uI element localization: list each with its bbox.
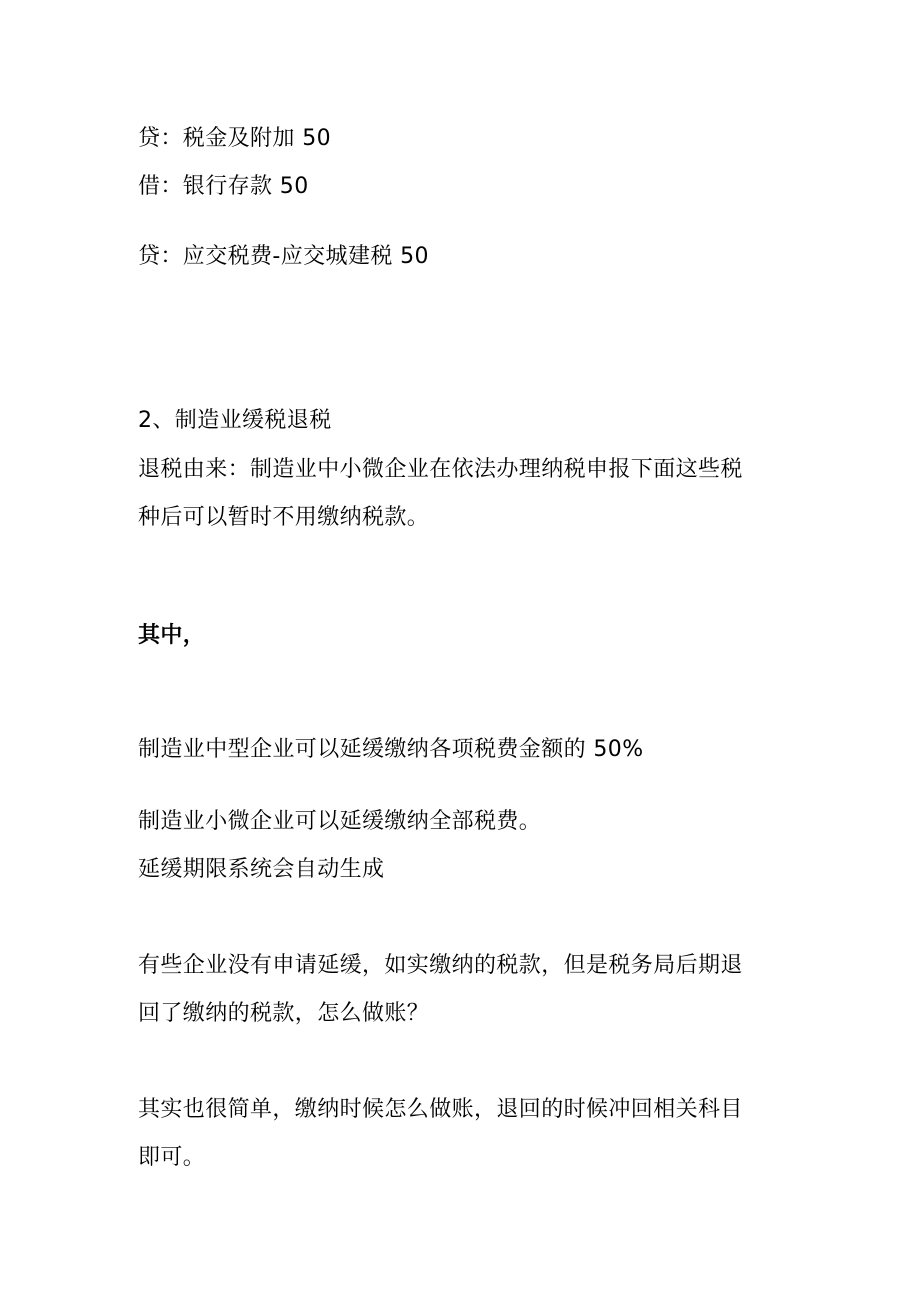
paragraph-line: 退税由来：制造业中小微企业在依法办理纳税申报下面这些税 — [138, 457, 743, 482]
paragraph-line: 其实也很简单，缴纳时候怎么做账，退回的时候冲回相关科目 — [138, 1097, 743, 1122]
section-heading: 2、制造业缓税退税 — [138, 408, 332, 433]
journal-entry-credit-tax-surcharge: 贷：税金及附加 50 — [138, 126, 331, 151]
emphasis-heading: 其中， — [138, 623, 206, 648]
paragraph-line: 制造业中型企业可以延缓缴纳各项税费金额的 50% — [138, 737, 644, 762]
paragraph-line: 有些企业没有申请延缓，如实缴纳的税款，但是税务局后期退 — [138, 953, 743, 978]
paragraph-line: 延缓期限系统会自动生成 — [138, 857, 385, 882]
paragraph-line: 即可。 — [138, 1145, 206, 1170]
paragraph-line: 回了缴纳的税款，怎么做账？ — [138, 1001, 430, 1026]
paragraph-line: 制造业小微企业可以延缓缴纳全部税费。 — [138, 809, 542, 834]
journal-entry-debit-bank-deposit: 借：银行存款 50 — [138, 174, 309, 199]
journal-entry-credit-urban-construction-tax: 贷：应交税费-应交城建税 50 — [138, 244, 429, 269]
paragraph-line: 种后可以暂时不用缴纳税款。 — [138, 505, 430, 530]
